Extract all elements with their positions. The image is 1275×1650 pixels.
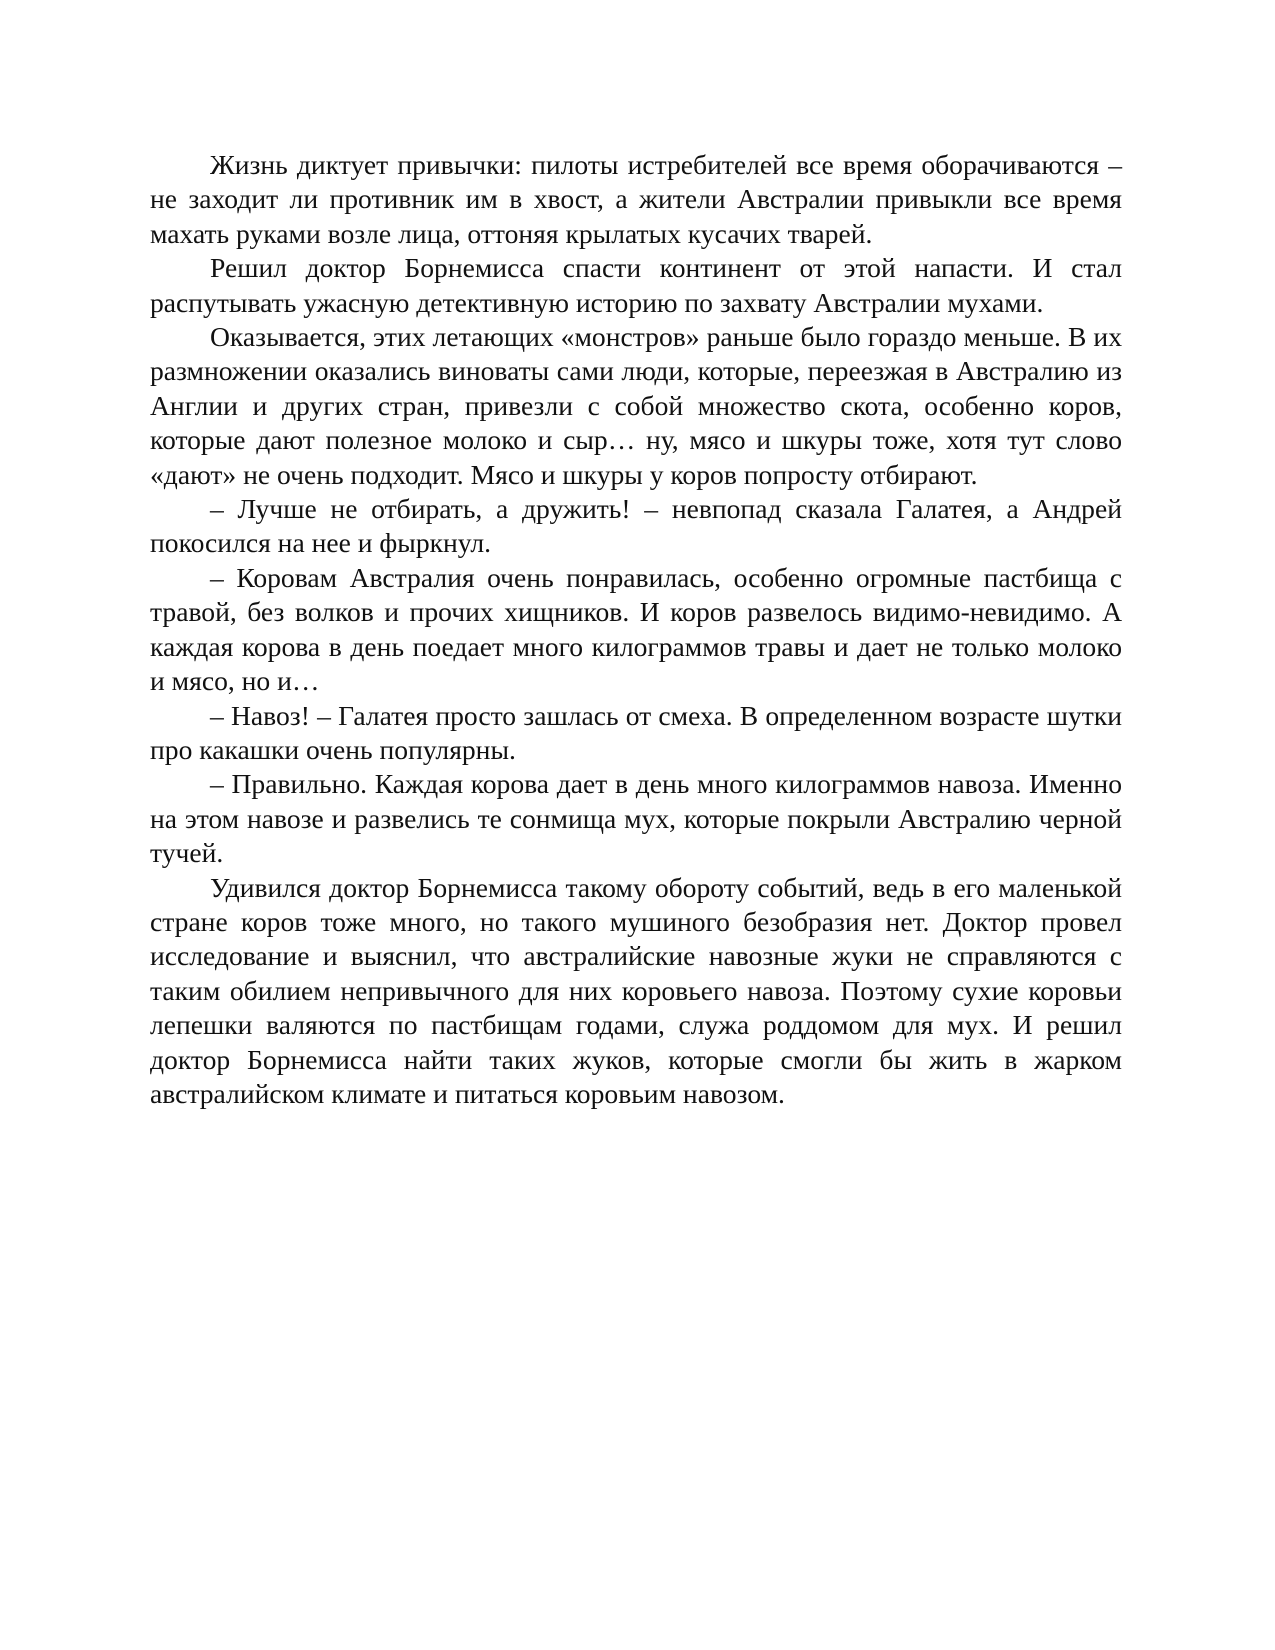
- paragraph-1: Жизнь диктует привычки: пилоты истребителей все время оборачиваются – не заходит ли противник им в хвост, а жители Австралии привыкли все время махать руками возле лица, оттоняя крылатых кусачих тварей.: [150, 149, 1122, 249]
- paragraph-6: – Навоз! – Галатея просто зашлась от смеха. В определенном возрасте шутки про какашки очень популярны.: [150, 699, 1122, 765]
- paragraph-7: – Правильно. Каждая корова дает в день много килограммов навоза. Именно на этом навозе и развелись те сонмища мух, которые покрыли Австралию черной тучей.: [150, 768, 1122, 869]
- paragraph-5: – Коровам Австралия очень понравилась, особенно огромные пастбища с травой, без волков и прочих хищников. И коров развелось видимо-невидимо. А каждая корова в день поедает много килограммов травы и дает не только молоко и мясо, но и…: [150, 561, 1122, 697]
- paragraph-4: – Лучше не отбирать, а дружить! – невпопад сказала Галатея, а Андрей покосился на нее и фыркнул.: [150, 493, 1122, 559]
- paragraph-3: Оказывается, этих летающих «монстров» раньше было гораздо меньше. В их размножении оказались виноваты сами люди, которые, переезжая в Австралию из Англии и других стран, привезли с собой множество скота, особенно коров, которые дают полезное молоко и сыр… ну, мясо и шкуры тоже, хотя тут слово «дают» не очень подходит. Мясо и шкуры у коров попросту отбирают.: [150, 321, 1122, 490]
- body-text: [150, 148, 1122, 1111]
- paragraph-8: Удивился доктор Борнемисса такому обороту событий, ведь в его маленькой стране коров тоже много, но такого мушиного безобразия нет. Доктор провел исследование и выяснил, что австралийские навозные жуки не справляются с таким обилием непривычного для них коровьего навоза. Поэтому сухие коровьи лепешки валяются по пастбищам годами, служа роддомом для мух. И решил доктор Борнемисса найти таких жуков, которые смогли бы жить в жарком австралийском климате и питаться коровьим навозом.: [150, 871, 1122, 1109]
- paragraph-2: Решил доктор Борнемисса спасти континент от этой напасти. И стал распутывать ужасную детективную историю по захвату Австралии мухами.: [150, 252, 1122, 318]
